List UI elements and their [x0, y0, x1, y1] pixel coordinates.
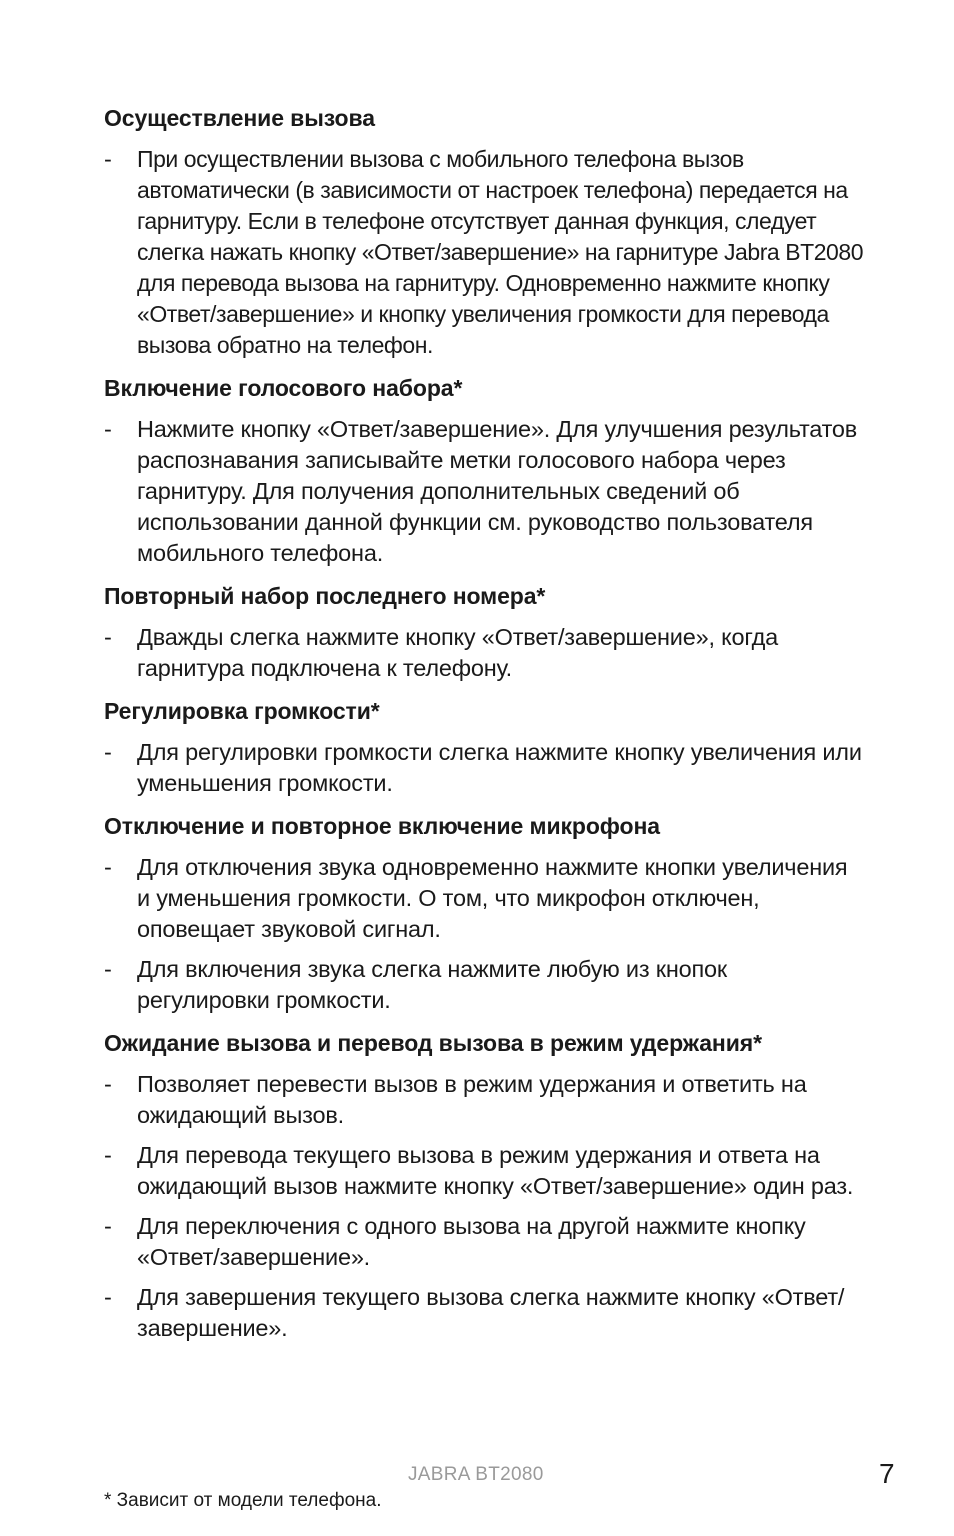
bullet-dash: -: [104, 1284, 112, 1310]
list-item: [104, 144, 864, 361]
section-heading: Включение голосового набора*: [104, 375, 463, 401]
bullet-dash: -: [104, 854, 112, 880]
bullet-dash: -: [104, 1071, 112, 1097]
list-item: [104, 1211, 864, 1273]
section-voice-dialing: [104, 373, 864, 569]
list-item-text: Для завершения текущего вызова слегка нажмите кнопку «Ответ/завершение».: [137, 1284, 845, 1341]
section-redial: [104, 581, 864, 684]
bullet-dash: -: [104, 956, 112, 982]
page-number: 7: [879, 1458, 895, 1489]
document-body: [104, 103, 864, 1353]
list-item: [104, 852, 864, 945]
list-item-text: Для переключения с одного вызова на другой нажмите кнопку «Ответ/завершение».: [137, 1213, 806, 1270]
section-heading: Повторный набор последнего номера*: [104, 583, 546, 609]
section-heading: Регулировка громкости*: [104, 698, 380, 724]
section-heading: Ожидание вызова и перевод вызова в режим удержания*: [104, 1030, 762, 1056]
bullet-dash: -: [104, 739, 112, 765]
bullet-dash: -: [104, 416, 112, 442]
bullet-dash: -: [104, 1142, 112, 1168]
section-mute: [104, 811, 864, 1016]
bullet-dash: -: [104, 1213, 112, 1239]
section-making-call: [104, 103, 864, 361]
list-item: [104, 737, 864, 799]
list-item: [104, 622, 864, 684]
list-item-text: Для регулировки громкости слегка нажмите кнопку увеличения или уменьшения громкости.: [137, 739, 862, 796]
list-item-text: Для включения звука слегка нажмите любую из кнопок регулировки громкости.: [137, 956, 727, 1013]
section-heading: Отключение и повторное включение микрофона: [104, 813, 660, 839]
list-item-text: Дважды слегка нажмите кнопку «Ответ/завершение», когда гарнитура подключена к телефону.: [137, 624, 779, 681]
list-item-text: При осуществлении вызова с мобильного телефона вызов автоматически (в зависимости от настроек телефона) передается на гарнитуру. Если в телефоне отсутствует данная функция, следует слегка нажать кнопку «Ответ/завершение» на гарнитуре Jabra BT2080 для перевода вызова на гарнитуру. Одновременно нажмите кнопку «Ответ/завершение» и кнопку увеличения громкости для перевода вызова обратно на телефон.: [137, 146, 864, 358]
section-volume: [104, 696, 864, 799]
list-item-text: Нажмите кнопку «Ответ/завершение». Для улучшения результатов распознавания записывайте метки голосового набора через гарнитуру. Для получения дополнительных сведений об использовании данной функции см. руководство пользователя мобильного телефона.: [137, 416, 858, 566]
list-item-text: Для перевода текущего вызова в режим удержания и ответа на ожидающий вызов нажмите кнопку «Ответ/завершение» один раз.: [137, 1142, 854, 1199]
footer-brand: JABRA BT2080: [408, 1464, 544, 1485]
bullet-dash: -: [104, 624, 112, 650]
footnote: * Зависит от модели телефона.: [104, 1490, 382, 1511]
bullet-dash: -: [104, 146, 112, 172]
list-item: [104, 414, 864, 569]
section-heading: Осуществление вызова: [104, 105, 375, 131]
list-item-text: Для отключения звука одновременно нажмите кнопки увеличения и уменьшения громкости. О том, что микрофон отключен, оповещает звуковой сигнал.: [137, 854, 848, 942]
list-item-text: Позволяет перевести вызов в режим удержания и ответить на ожидающий вызов.: [137, 1071, 807, 1128]
list-item: [104, 1140, 864, 1202]
list-item: [104, 1282, 864, 1344]
list-item: [104, 1069, 864, 1131]
section-call-waiting: [104, 1028, 864, 1344]
list-item: [104, 954, 864, 1016]
